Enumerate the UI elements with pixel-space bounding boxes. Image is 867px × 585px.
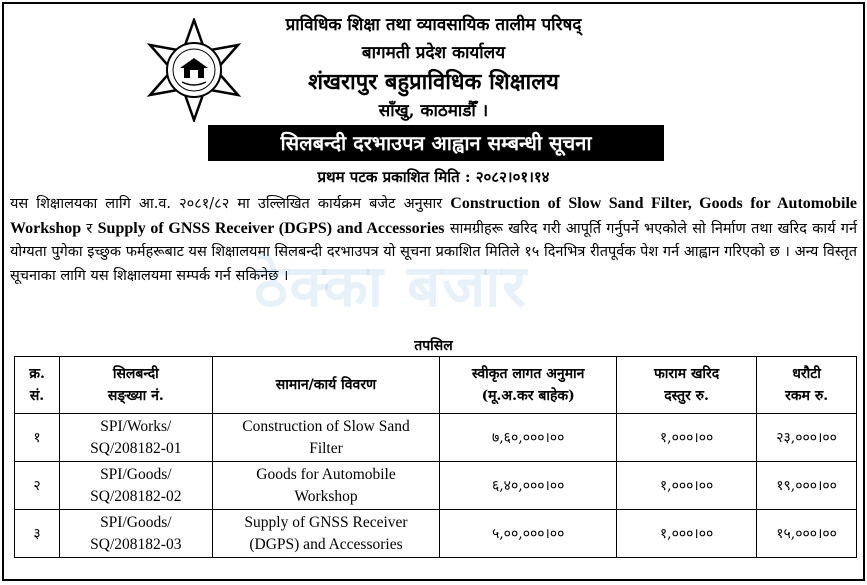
desc-line1: Construction of Slow Sand: [242, 417, 410, 435]
col-header-ref: [60, 357, 213, 414]
desc-line2: Workshop: [294, 487, 358, 505]
header-sn-line2: सं.: [29, 388, 45, 404]
col-header-deposit: [757, 357, 857, 414]
header-estimate-line2: (मू.अ.कर बाहेक): [481, 388, 575, 404]
body-bold-1: Construction of Slow Sand Filter, Goods for Automobile Workshop: [10, 195, 857, 237]
cell-ref: [60, 462, 213, 510]
cell-sn: ३: [15, 510, 60, 558]
tender-table: [14, 356, 857, 558]
table-caption: तपसिल: [414, 338, 453, 354]
desc-line2: (DGPS) and Accessories: [249, 535, 403, 553]
cell-desc: [212, 462, 440, 510]
cell-deposit: २३,०००।००: [757, 414, 857, 462]
cell-desc: [212, 414, 440, 462]
header-desc-line1: सामान/कार्य विवरण: [275, 377, 377, 393]
body-part-2: र: [81, 220, 98, 237]
col-header-form-fee: [616, 357, 756, 414]
body-bold-2: Supply of GNSS Receiver (DGPS) and Accessories: [97, 219, 445, 237]
header-sn-line1: क्र.: [29, 366, 45, 382]
ref-line2: SQ/208182-03: [90, 535, 182, 553]
cell-sn: १: [15, 414, 60, 462]
cell-deposit: १९,०००।००: [757, 462, 857, 510]
ref-line1: SPI/Works/: [100, 417, 172, 435]
desc-line1: Supply of GNSS Receiver: [244, 513, 408, 531]
cell-estimate: ७,६०,०००।००: [440, 414, 617, 462]
cell-estimate: ५,००,०००।००: [440, 510, 617, 558]
notice-body: [10, 192, 857, 288]
cell-form-fee: १,०००।००: [616, 510, 756, 558]
institute-name: शंखरापुर बहुप्राविधिक शिक्षालय: [308, 69, 559, 95]
ref-line1: SPI/Goods/: [100, 513, 172, 531]
ref-line1: SPI/Goods/: [100, 465, 172, 483]
desc-line1: Goods for Automobile: [256, 465, 396, 483]
header-estimate-line1: स्वीकृत लागत अनुमान: [471, 366, 585, 382]
provincial-office: बागमती प्रदेश कार्यालय: [361, 43, 506, 63]
header-ref-line2: सङ्ख्या नं.: [107, 388, 164, 404]
council-name: प्राविधिक शिक्षा तथा व्यावसायिक तालीम परिषद्: [285, 15, 582, 35]
col-header-estimate: [440, 357, 617, 414]
header-deposit-line1: धरौटी: [792, 366, 821, 382]
cell-deposit: १५,०००।००: [757, 510, 857, 558]
table-row: [15, 414, 857, 462]
table-header-row: [15, 357, 857, 414]
ref-line2: SQ/208182-02: [90, 487, 182, 505]
ref-line2: SQ/208182-01: [90, 439, 182, 457]
table-row: [15, 462, 857, 510]
header-fee-line1: फाराम खरिद: [653, 366, 720, 382]
published-date: प्रथम पटक प्रकाशित मिति : २०८२।०१।१४: [317, 168, 550, 186]
header-ref-line1: सिलबन्दी: [112, 366, 159, 382]
cell-form-fee: १,०००।००: [616, 414, 756, 462]
cell-estimate: ६,४०,०००।००: [440, 462, 617, 510]
cell-ref: [60, 414, 213, 462]
cell-desc: [212, 510, 440, 558]
cell-sn: २: [15, 462, 60, 510]
header-deposit-line2: रकम रु.: [785, 388, 829, 404]
cell-ref: [60, 510, 213, 558]
desc-line2: Filter: [309, 439, 343, 457]
cell-form-fee: १,०००।००: [616, 462, 756, 510]
table-row: [15, 510, 857, 558]
header-fee-line2: दस्तुर रु.: [664, 388, 709, 404]
notice-page: [2, 2, 865, 581]
institute-address: साँखु, काठमाडौँ ।: [378, 101, 489, 121]
watermark: ठेक्का बजार: [254, 252, 528, 320]
col-header-sn: [15, 357, 60, 414]
body-part-3: सामग्रीहरू खरिद गरी आपूर्ति गर्नुपर्ने भएकोले सो निर्माण तथा खरिद कार्य गर्न योग्यता पुगेका इच्छुक फर्महरूबाट यस शिक्षालयमा सिलबन्दी दरभाउपत्र यो सूचना प्रकाशित मितिले १५ दिनभित्र रीतपूर्वक पेश गर्न आह्वान गरिएको छ । अन्य विस्तृत सूचनाका लागि यस शिक्षालयमा सम्पर्क गर्न सकिनेछ ।: [10, 220, 858, 284]
notice-title: सिलबन्दी दरभाउपत्र आह्वान सम्बन्धी सूचना: [208, 125, 664, 161]
body-part-1: यस शिक्षालयका लागि आ.व. २०८१/८२ मा उल्लिखित कार्यक्रम बजेट अनुसार: [10, 196, 451, 212]
col-header-desc: [212, 357, 440, 414]
